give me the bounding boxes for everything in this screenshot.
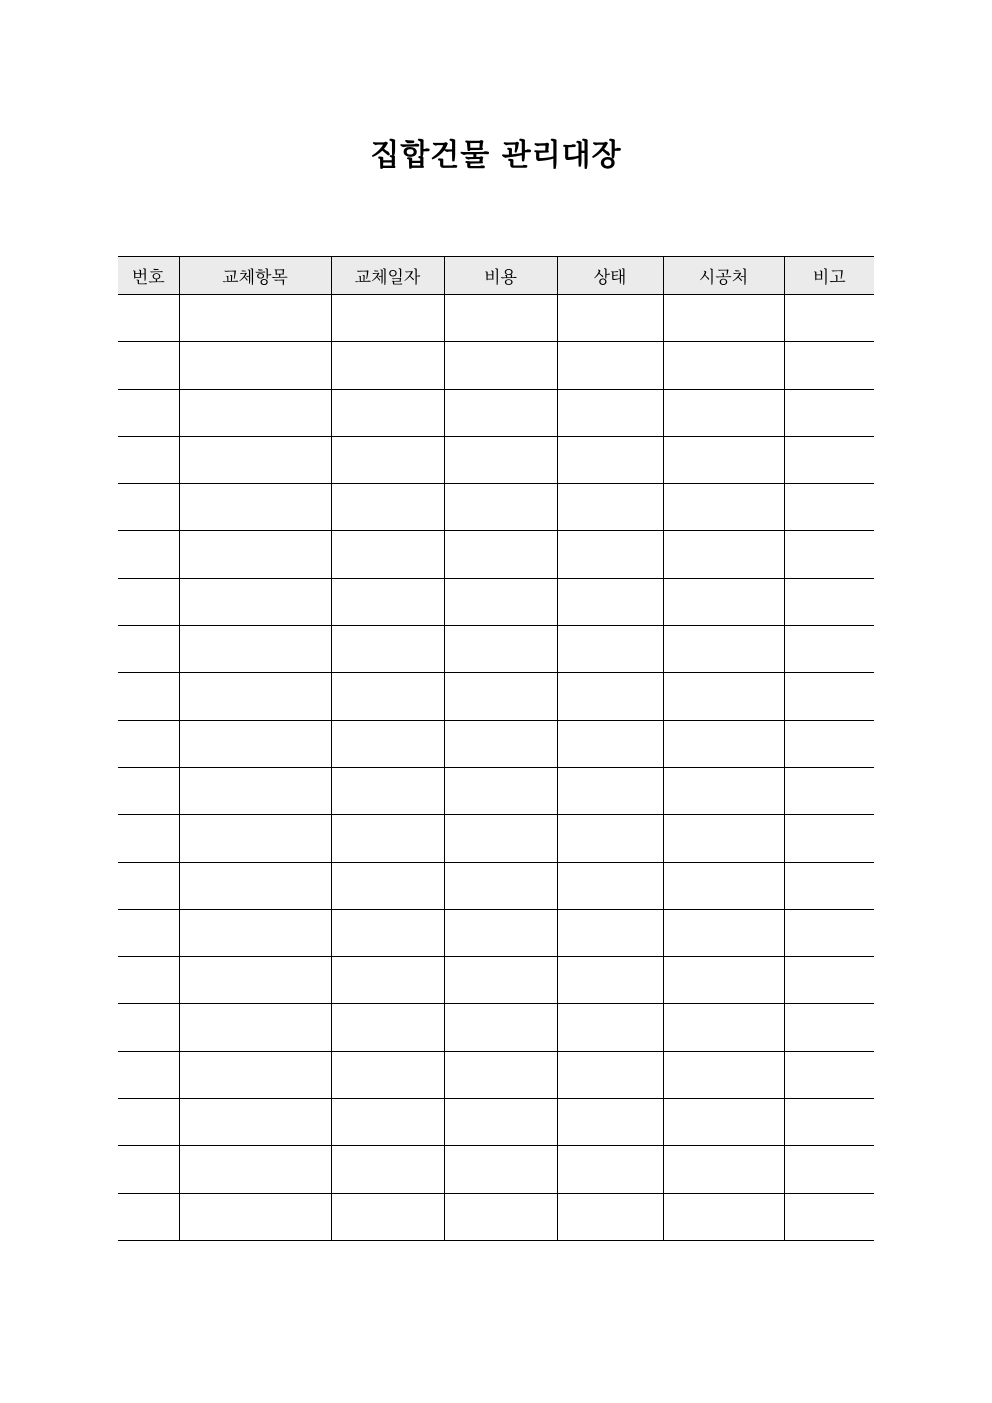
table-row <box>118 673 874 720</box>
cell-cost[interactable] <box>444 909 557 956</box>
column-header-replacement-item: 교체항목 <box>179 257 331 295</box>
cell-status[interactable] <box>557 578 663 625</box>
cell-remarks[interactable] <box>784 484 874 531</box>
cell-contractor[interactable] <box>663 578 784 625</box>
cell-remarks[interactable] <box>784 436 874 483</box>
cell-replacement-date[interactable] <box>331 862 444 909</box>
cell-contractor[interactable] <box>663 673 784 720</box>
column-header-remarks: 비고 <box>784 257 874 295</box>
cell-remarks[interactable] <box>784 720 874 767</box>
table-row <box>118 626 874 673</box>
cell-replacement-date[interactable] <box>331 720 444 767</box>
cell-contractor[interactable] <box>663 862 784 909</box>
cell-cost[interactable] <box>444 767 557 814</box>
cell-replacement-date[interactable] <box>331 1146 444 1193</box>
table-row <box>118 484 874 531</box>
table-row <box>118 767 874 814</box>
column-header-number: 번호 <box>118 257 179 295</box>
cell-cost[interactable] <box>444 720 557 767</box>
cell-number[interactable] <box>118 1051 179 1098</box>
cell-number[interactable] <box>118 578 179 625</box>
cell-contractor[interactable] <box>663 909 784 956</box>
cell-replacement-date[interactable] <box>331 484 444 531</box>
cell-replacement-date[interactable] <box>331 342 444 389</box>
table-row <box>118 389 874 436</box>
cell-number[interactable] <box>118 1099 179 1146</box>
cell-contractor[interactable] <box>663 436 784 483</box>
cell-replacement-date[interactable] <box>331 1051 444 1098</box>
cell-number[interactable] <box>118 720 179 767</box>
cell-replacement-item[interactable] <box>179 389 331 436</box>
cell-remarks[interactable] <box>784 767 874 814</box>
cell-replacement-item[interactable] <box>179 531 331 578</box>
cell-contractor[interactable] <box>663 1099 784 1146</box>
cell-cost[interactable] <box>444 957 557 1004</box>
cell-replacement-date[interactable] <box>331 1193 444 1240</box>
cell-status[interactable] <box>557 531 663 578</box>
column-header-contractor: 시공처 <box>663 257 784 295</box>
cell-remarks[interactable] <box>784 673 874 720</box>
cell-number[interactable] <box>118 342 179 389</box>
table-row <box>118 862 874 909</box>
cell-replacement-date[interactable] <box>331 436 444 483</box>
table-row <box>118 1146 874 1193</box>
cell-status[interactable] <box>557 342 663 389</box>
cell-contractor[interactable] <box>663 1193 784 1240</box>
cell-remarks[interactable] <box>784 1193 874 1240</box>
cell-contractor[interactable] <box>663 1004 784 1051</box>
cell-contractor[interactable] <box>663 720 784 767</box>
cell-cost[interactable] <box>444 578 557 625</box>
cell-replacement-date[interactable] <box>331 578 444 625</box>
cell-remarks[interactable] <box>784 295 874 342</box>
cell-cost[interactable] <box>444 1004 557 1051</box>
cell-status[interactable] <box>557 673 663 720</box>
cell-replacement-date[interactable] <box>331 815 444 862</box>
table-row <box>118 578 874 625</box>
cell-contractor[interactable] <box>663 957 784 1004</box>
table-row <box>118 342 874 389</box>
cell-number[interactable] <box>118 295 179 342</box>
column-header-cost: 비용 <box>444 257 557 295</box>
cell-contractor[interactable] <box>663 295 784 342</box>
cell-remarks[interactable] <box>784 389 874 436</box>
table-row <box>118 436 874 483</box>
cell-replacement-date[interactable] <box>331 909 444 956</box>
cell-cost[interactable] <box>444 862 557 909</box>
cell-replacement-item[interactable] <box>179 767 331 814</box>
cell-replacement-item[interactable] <box>179 957 331 1004</box>
cell-replacement-item[interactable] <box>179 862 331 909</box>
cell-replacement-item[interactable] <box>179 1193 331 1240</box>
cell-remarks[interactable] <box>784 909 874 956</box>
management-ledger-table <box>118 256 874 1241</box>
cell-replacement-item[interactable] <box>179 720 331 767</box>
cell-cost[interactable] <box>444 1051 557 1098</box>
cell-cost[interactable] <box>444 815 557 862</box>
table-row <box>118 531 874 578</box>
cell-contractor[interactable] <box>663 1146 784 1193</box>
cell-contractor[interactable] <box>663 767 784 814</box>
cell-cost[interactable] <box>444 1099 557 1146</box>
cell-contractor[interactable] <box>663 531 784 578</box>
cell-cost[interactable] <box>444 342 557 389</box>
cell-status[interactable] <box>557 957 663 1004</box>
cell-status[interactable] <box>557 389 663 436</box>
cell-status[interactable] <box>557 436 663 483</box>
cell-replacement-item[interactable] <box>179 436 331 483</box>
cell-number[interactable] <box>118 862 179 909</box>
table-body <box>118 295 874 1241</box>
cell-status[interactable] <box>557 815 663 862</box>
cell-replacement-item[interactable] <box>179 1051 331 1098</box>
cell-cost[interactable] <box>444 389 557 436</box>
cell-number[interactable] <box>118 531 179 578</box>
table-row <box>118 815 874 862</box>
cell-remarks[interactable] <box>784 1051 874 1098</box>
cell-cost[interactable] <box>444 295 557 342</box>
cell-number[interactable] <box>118 436 179 483</box>
cell-number[interactable] <box>118 957 179 1004</box>
cell-remarks[interactable] <box>784 531 874 578</box>
cell-remarks[interactable] <box>784 815 874 862</box>
cell-contractor[interactable] <box>663 1051 784 1098</box>
cell-replacement-date[interactable] <box>331 389 444 436</box>
cell-status[interactable] <box>557 767 663 814</box>
cell-replacement-item[interactable] <box>179 673 331 720</box>
cell-replacement-item[interactable] <box>179 295 331 342</box>
cell-remarks[interactable] <box>784 1099 874 1146</box>
cell-number[interactable] <box>118 484 179 531</box>
cell-status[interactable] <box>557 626 663 673</box>
cell-number[interactable] <box>118 815 179 862</box>
cell-contractor[interactable] <box>663 626 784 673</box>
cell-replacement-date[interactable] <box>331 295 444 342</box>
table-row <box>118 1051 874 1098</box>
cell-replacement-item[interactable] <box>179 578 331 625</box>
cell-replacement-date[interactable] <box>331 1099 444 1146</box>
cell-cost[interactable] <box>444 626 557 673</box>
cell-number[interactable] <box>118 909 179 956</box>
table-row <box>118 1193 874 1240</box>
cell-number[interactable] <box>118 389 179 436</box>
cell-replacement-item[interactable] <box>179 484 331 531</box>
cell-status[interactable] <box>557 1004 663 1051</box>
column-header-status: 상태 <box>557 257 663 295</box>
cell-contractor[interactable] <box>663 389 784 436</box>
cell-number[interactable] <box>118 767 179 814</box>
table-row <box>118 957 874 1004</box>
cell-remarks[interactable] <box>784 342 874 389</box>
cell-replacement-date[interactable] <box>331 673 444 720</box>
cell-replacement-item[interactable] <box>179 1099 331 1146</box>
table-row <box>118 909 874 956</box>
cell-remarks[interactable] <box>784 862 874 909</box>
cell-status[interactable] <box>557 909 663 956</box>
table-row <box>118 1004 874 1051</box>
header-row <box>118 257 874 295</box>
cell-remarks[interactable] <box>784 626 874 673</box>
cell-replacement-item[interactable] <box>179 626 331 673</box>
cell-remarks[interactable] <box>784 1004 874 1051</box>
cell-cost[interactable] <box>444 673 557 720</box>
cell-contractor[interactable] <box>663 342 784 389</box>
cell-status[interactable] <box>557 484 663 531</box>
cell-cost[interactable] <box>444 531 557 578</box>
cell-replacement-date[interactable] <box>331 1004 444 1051</box>
cell-number[interactable] <box>118 626 179 673</box>
cell-status[interactable] <box>557 295 663 342</box>
table-row <box>118 295 874 342</box>
table-row <box>118 720 874 767</box>
cell-number[interactable] <box>118 1004 179 1051</box>
cell-remarks[interactable] <box>784 578 874 625</box>
column-header-replacement-date: 교체일자 <box>331 257 444 295</box>
cell-replacement-item[interactable] <box>179 1146 331 1193</box>
cell-status[interactable] <box>557 720 663 767</box>
cell-remarks[interactable] <box>784 1146 874 1193</box>
cell-cost[interactable] <box>444 484 557 531</box>
cell-replacement-item[interactable] <box>179 342 331 389</box>
cell-status[interactable] <box>557 1051 663 1098</box>
cell-status[interactable] <box>557 1146 663 1193</box>
cell-status[interactable] <box>557 1193 663 1240</box>
cell-remarks[interactable] <box>784 957 874 1004</box>
cell-number[interactable] <box>118 1193 179 1240</box>
cell-status[interactable] <box>557 1099 663 1146</box>
cell-contractor[interactable] <box>663 484 784 531</box>
cell-cost[interactable] <box>444 1146 557 1193</box>
cell-replacement-date[interactable] <box>331 531 444 578</box>
cell-replacement-item[interactable] <box>179 815 331 862</box>
table-header <box>118 257 874 295</box>
cell-replacement-item[interactable] <box>179 909 331 956</box>
table-row <box>118 1099 874 1146</box>
cell-contractor[interactable] <box>663 815 784 862</box>
cell-number[interactable] <box>118 1146 179 1193</box>
cell-replacement-date[interactable] <box>331 626 444 673</box>
cell-replacement-date[interactable] <box>331 957 444 1004</box>
page-title: 집합건물 관리대장 <box>370 138 622 173</box>
cell-replacement-date[interactable] <box>331 767 444 814</box>
cell-cost[interactable] <box>444 436 557 483</box>
cell-status[interactable] <box>557 862 663 909</box>
cell-cost[interactable] <box>444 1193 557 1240</box>
cell-number[interactable] <box>118 673 179 720</box>
cell-replacement-item[interactable] <box>179 1004 331 1051</box>
